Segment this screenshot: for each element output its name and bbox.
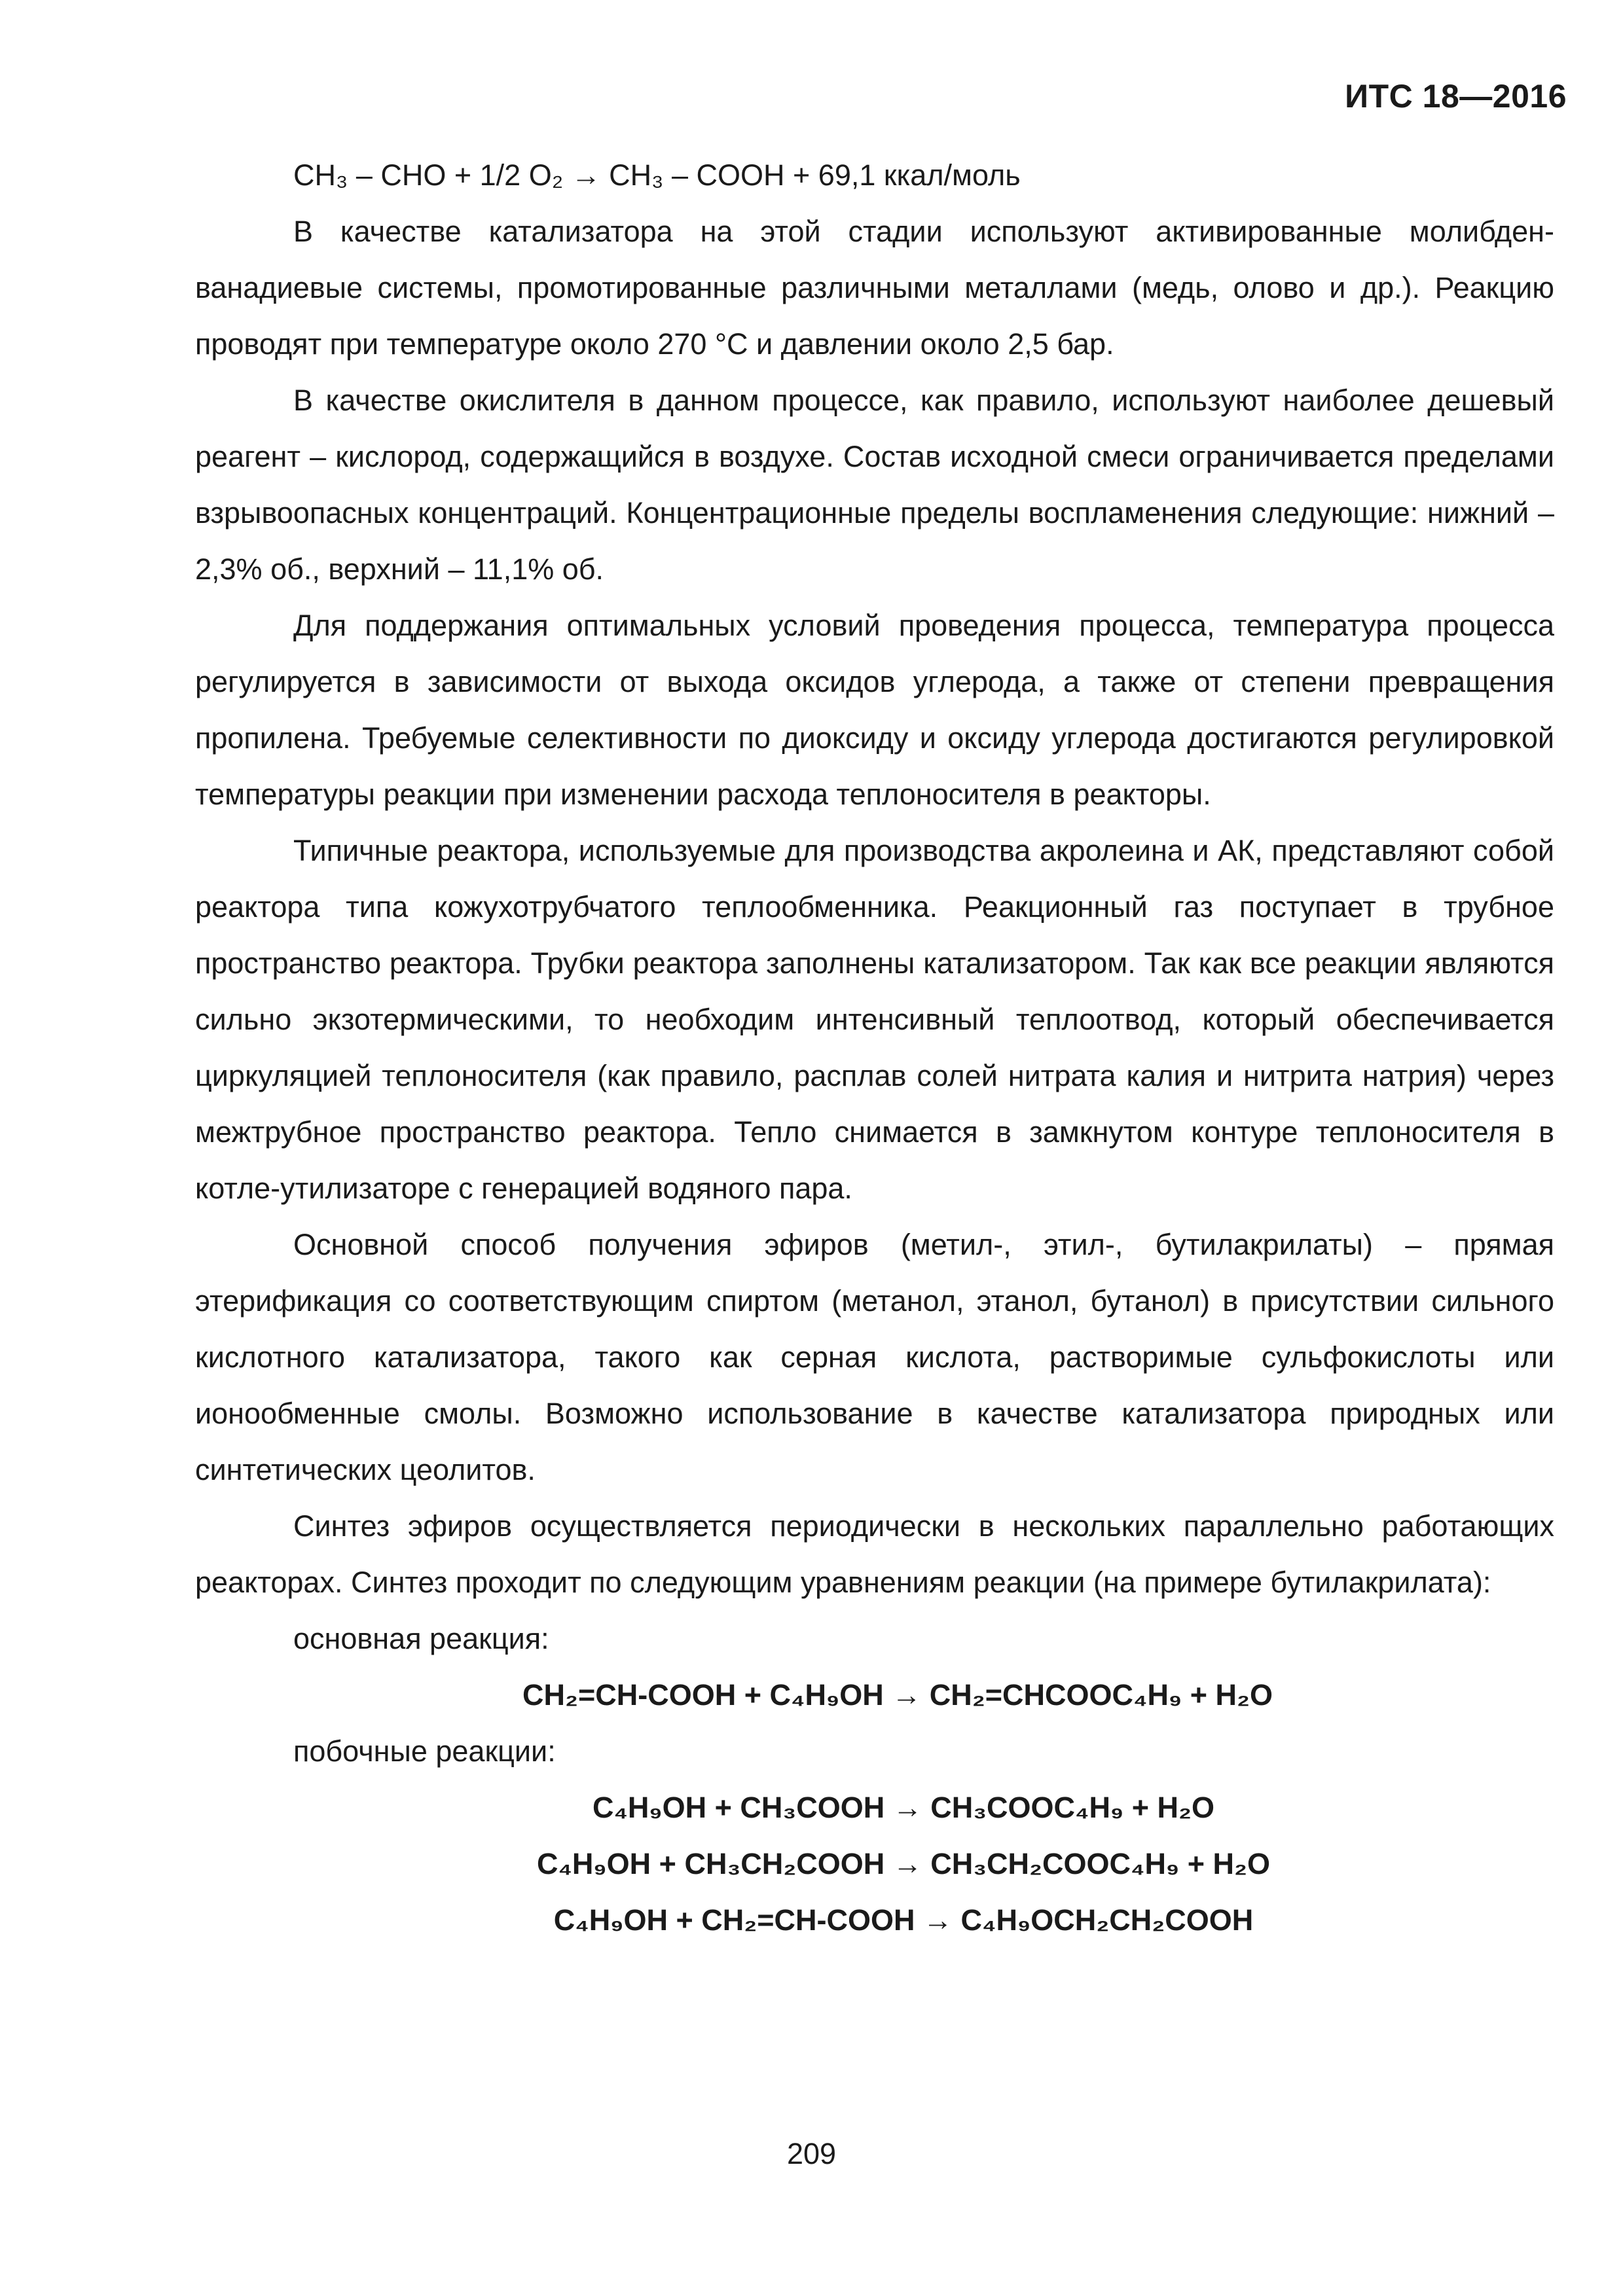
main-reaction-label: основная реакция: [293, 1622, 549, 1655]
paragraph-ester-synthesis: Синтез эфиров осуществляется периодически в нескольких параллельно работающих реакторах. Синтез проходит по следующим уравнениям реакции (на примере бутилакрилата): [195, 1509, 1554, 1599]
oxidation-equation: CH₃ – CHO + 1/2 O₂ → CH₃ – COOH + 69,1 ккал/моль [293, 158, 1021, 192]
document-code-header: ИТС 18—2016 [1345, 78, 1567, 115]
side-reaction-equation: C₄H₉OH + CH₃COOH → CH₃COOC₄H₉ + H₂O [592, 1791, 1215, 1824]
paragraph-oxidizer: В качестве окислителя в данном процессе, как правило, используют наиболее дешевый реагент – кислород, содержащийся в воздухе. Состав исходной смеси ограничивается пределами взрывоопасных концентраций. Концентрационные пределы воспламенения следующие: нижний – 2,3% об., верхний – 11,1% об. [195, 384, 1554, 586]
paragraph-esterification: Основной способ получения эфиров (метил-, этил-, бутилакрилаты) – прямая этерификация со соответствующим спиртом (метанол, этанол, бутанол) в присутствии сильного кислотного катализатора, такого как серная кислота, растворимые сульфокислоты или ионообменные смолы. Возможно использование в качестве катализатора природных или синтетических цеолитов. [195, 1228, 1554, 1486]
paragraph-catalyst: В качестве катализатора на этой стадии используют активированные молибден-ванадиевые системы, промотированные различными металлами (медь, олово и др.). Реакцию проводят при температуре около 270 °С и давлении около 2,5 бар. [195, 215, 1554, 361]
paragraph-temperature-control: Для поддержания оптимальных условий проведения процесса, температура процесса регулируется в зависимости от выхода оксидов углерода, а также от степени превращения пропилена. Требуемые селективности по диоксиду и оксиду углерода достигаются регулировкой температуры реакции при изменении расхода теплоносителя в реакторы. [195, 609, 1554, 811]
page-body [195, 147, 1554, 1948]
page-number: 209 [786, 2137, 837, 2170]
paragraph-reactors: Типичные реактора, используемые для производства акролеина и АК, представляют собой реактора типа кожухотрубчатого теплообменника. Реакционный газ поступает в трубное пространство реактора. Трубки реактора заполнены катализатором. Так как все реакции являются сильно экзотермическими, то необходим интенсивный теплоотвод, который обеспечивается циркуляцией теплоносителя (как правило, расплав солей нитрата калия и нитрита натрия) через межтрубное пространство реактора. Тепло снимается в замкнутом контуре теплоносителя в котле-утилизаторе с генерацией водяного пара. [195, 834, 1554, 1205]
side-reactions-label: побочные реакции: [293, 1734, 556, 1768]
side-reaction-equation: C₄H₉OH + CH₂=CH-COOH → C₄H₉OCH₂CH₂COOH [553, 1903, 1254, 1937]
side-reaction-equation: C₄H₉OH + CH₃CH₂COOH → CH₃CH₂COOC₄H₉ + H₂O [536, 1847, 1271, 1880]
main-reaction-equation: CH₂=CH-COOH + C₄H₉OH → CH₂=CHCOOC₄H₉ + H₂O [522, 1678, 1273, 1712]
